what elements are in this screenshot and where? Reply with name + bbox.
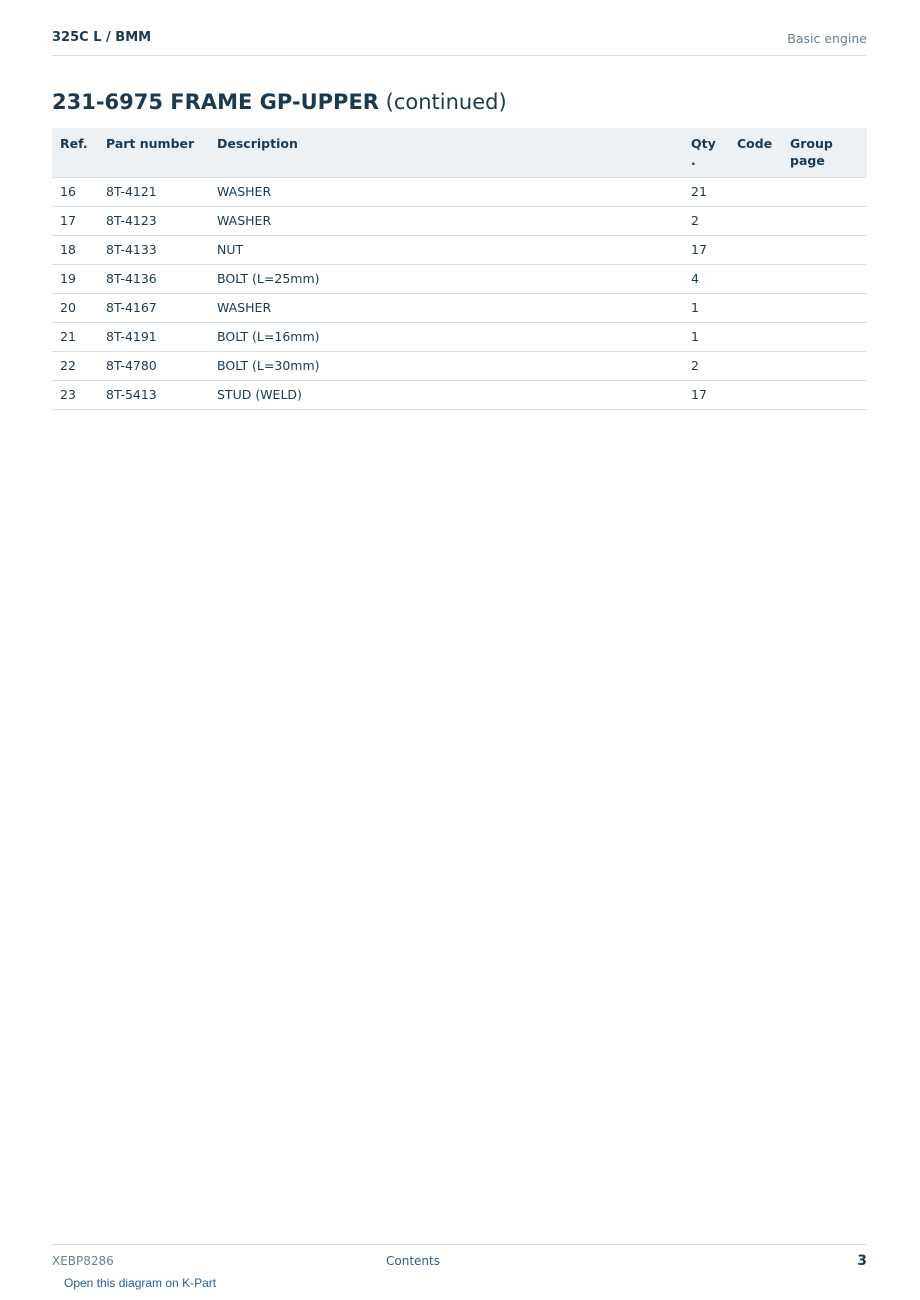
section-label: Basic engine [787, 31, 867, 46]
cell-description: WASHER [209, 207, 683, 236]
page-header [52, 28, 867, 56]
contents-link[interactable]: Contents [386, 1254, 440, 1268]
page-number: 3 [857, 1253, 867, 1269]
cell-description: WASHER [209, 294, 683, 323]
cell-group-page [782, 294, 867, 323]
page-title [52, 90, 507, 114]
group-header-line2: page [790, 153, 825, 168]
table-row [52, 381, 867, 410]
cell-description: BOLT (L=30mm) [209, 352, 683, 381]
table-row [52, 178, 867, 207]
cell-group-page [782, 207, 867, 236]
cell-part-number: 8T-4123 [98, 207, 209, 236]
cell-description: BOLT (L=25mm) [209, 265, 683, 294]
cell-ref: 21 [52, 323, 98, 352]
cell-code [729, 352, 782, 381]
cell-qty: 2 [683, 207, 729, 236]
cell-group-page [782, 323, 867, 352]
cell-part-number: 8T-4167 [98, 294, 209, 323]
cell-code [729, 265, 782, 294]
cell-ref: 22 [52, 352, 98, 381]
cell-description: BOLT (L=16mm) [209, 323, 683, 352]
col-header-ref: Ref. [52, 128, 98, 178]
cell-group-page [782, 236, 867, 265]
cell-qty: 17 [683, 381, 729, 410]
col-header-code: Code [729, 128, 782, 178]
assembly-title: 231-6975 FRAME GP-UPPER [52, 90, 379, 114]
table-row [52, 352, 867, 381]
cell-qty: 1 [683, 323, 729, 352]
cell-code [729, 323, 782, 352]
cell-ref: 23 [52, 381, 98, 410]
cell-code [729, 236, 782, 265]
cell-group-page [782, 381, 867, 410]
col-header-description: Description [209, 128, 683, 178]
cell-group-page [782, 265, 867, 294]
table-row [52, 265, 867, 294]
table-row [52, 207, 867, 236]
parts-table [52, 128, 867, 410]
group-header-line1: Group [790, 136, 833, 151]
cell-qty: 2 [683, 352, 729, 381]
cell-code [729, 381, 782, 410]
cell-qty: 1 [683, 294, 729, 323]
cell-description: WASHER [209, 178, 683, 207]
cell-ref: 16 [52, 178, 98, 207]
qty-header-line2: . [691, 153, 696, 168]
cell-qty: 17 [683, 236, 729, 265]
cell-ref: 18 [52, 236, 98, 265]
document-id: XEBP8286 [52, 1254, 114, 1268]
cell-part-number: 8T-5413 [98, 381, 209, 410]
cell-description: STUD (WELD) [209, 381, 683, 410]
page-footer [52, 1244, 867, 1275]
open-in-kpart-link[interactable]: Open this diagram on K-Part [64, 1276, 217, 1290]
cell-ref: 19 [52, 265, 98, 294]
cell-part-number: 8T-4136 [98, 265, 209, 294]
cell-part-number: 8T-4121 [98, 178, 209, 207]
cell-code [729, 178, 782, 207]
col-header-qty [683, 128, 729, 178]
cell-ref: 17 [52, 207, 98, 236]
qty-header-line1: Qty [691, 136, 716, 151]
cell-description: NUT [209, 236, 683, 265]
cell-qty: 4 [683, 265, 729, 294]
table-row [52, 236, 867, 265]
cell-part-number: 8T-4191 [98, 323, 209, 352]
col-header-part-number: Part number [98, 128, 209, 178]
cell-group-page [782, 352, 867, 381]
table-header-row [52, 128, 867, 178]
cell-group-page [782, 178, 867, 207]
cell-code [729, 207, 782, 236]
cell-ref: 20 [52, 294, 98, 323]
cell-part-number: 8T-4780 [98, 352, 209, 381]
title-suffix: (continued) [378, 90, 507, 114]
cell-qty: 21 [683, 178, 729, 207]
table-row [52, 323, 867, 352]
table-row [52, 294, 867, 323]
model-label: 325C L / BMM [52, 30, 152, 45]
col-header-group-page [782, 128, 867, 178]
cell-code [729, 294, 782, 323]
cell-part-number: 8T-4133 [98, 236, 209, 265]
